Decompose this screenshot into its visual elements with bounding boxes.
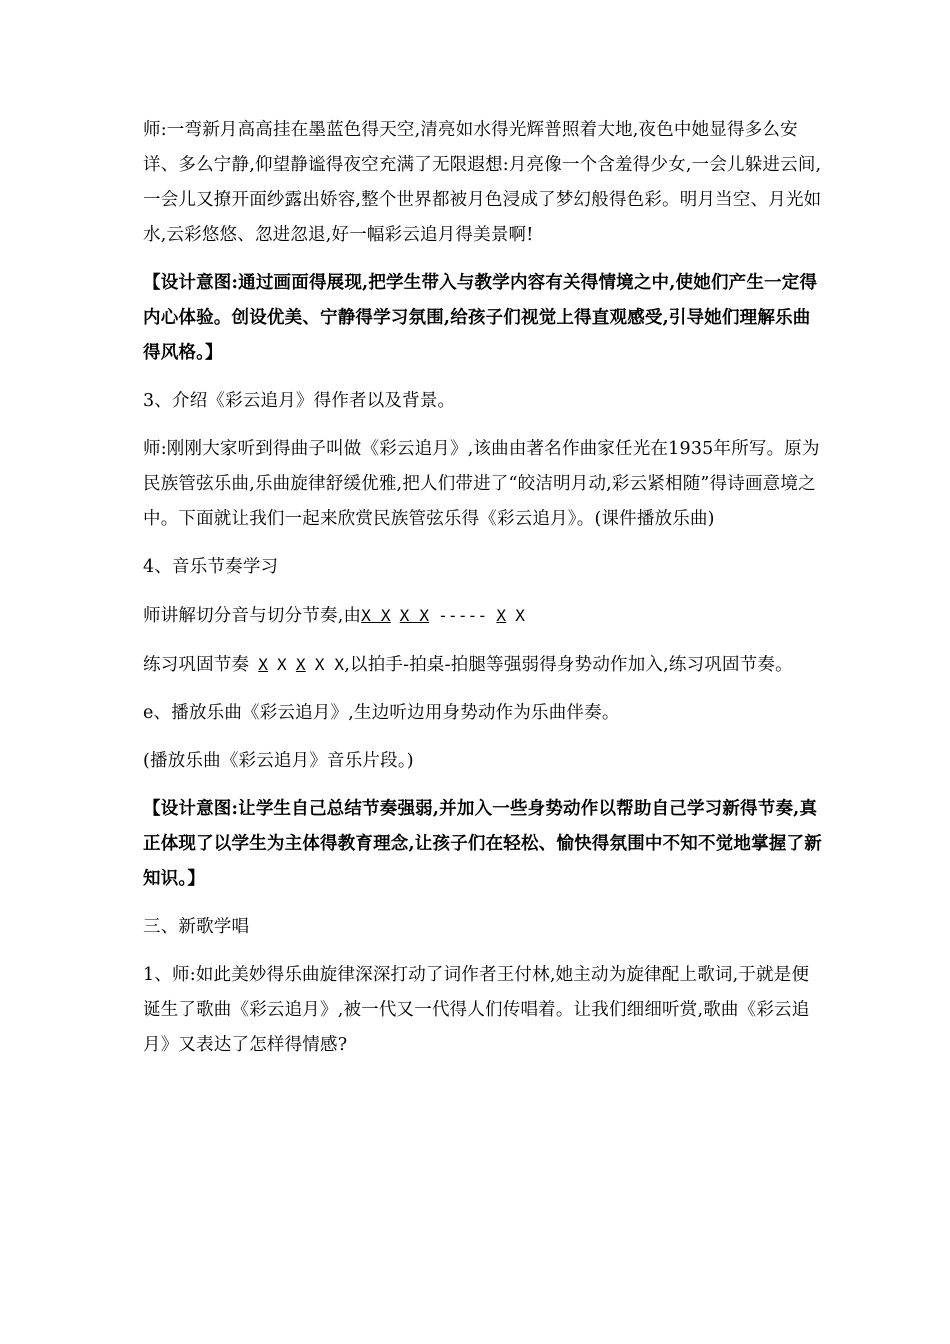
rhythm-practice-3: X xyxy=(295,655,306,674)
rhythm-notation-1: X X xyxy=(361,606,391,625)
paragraph-section-three-heading: 三、新歌学唱 xyxy=(143,917,250,937)
rhythm-practice-4: X X xyxy=(314,655,345,674)
paragraph-design-intent-1: 【设计意图:通过画面得展现,把学生带入与教学内容有关得情境之中,使她们产生一定得内心体验。创设优美、宁静得学习氛围,给孩子们视觉上得直观感受,引导她们理解乐曲得风格。】 xyxy=(143,273,818,363)
syncopation-explain-text: 师讲解切分音与切分节奏,由 xyxy=(143,606,362,626)
paragraph-new-song-intro: 1、师:如此美妙得乐曲旋律深深打动了词作者王付林,她主动为旋律配上歌词,于就是便诞生了歌曲《彩云追月》,被一代又一代得人们传唱着。让我们细细听赏,歌曲《彩云追月》又表达了怎样得情感? xyxy=(143,965,810,1055)
paragraph-play-music-accompany: e、播放乐曲《彩云追月》,生边听边用身势动作为乐曲伴奏。 xyxy=(143,703,620,723)
rhythm-practice-1: X xyxy=(258,655,269,674)
paragraph-rhythm-practice xyxy=(143,647,823,683)
rhythm-practice-prefix: 练习巩固节奏 xyxy=(143,655,250,675)
rhythm-practice-suffix: ,以拍手-拍桌-拍腿等强弱得身势动作加入,练习巩固节奏。 xyxy=(344,655,793,675)
paragraph-section-4-heading: 4、音乐节奏学习 xyxy=(143,557,279,577)
document-page xyxy=(143,113,823,1076)
paragraph-teacher-intro: 师:一弯新月高高挂在墨蓝色得天空,清亮如水得光辉普照着大地,夜色中她显得多么安详、多么宁静,仰望静谧得夜空充满了无限遐想:月亮像一个含羞得少女,一会儿躲进云间,一会儿又撩开面纱露出娇容,整个世界都被月色浸成了梦幻般得色彩。明月当空、月光如水,云彩悠悠、忽进忽退,好一幅彩云追月得美景啊! xyxy=(143,120,822,245)
rhythm-notation-4: X xyxy=(515,606,526,625)
rhythm-practice-2: X xyxy=(277,655,287,674)
rhythm-dash: ----- xyxy=(438,606,488,625)
paragraph-section-3-heading: 3、介绍《彩云追月》得作者以及背景。 xyxy=(143,391,456,411)
rhythm-notation-3: X xyxy=(496,606,507,625)
paragraph-play-music-clip: (播放乐曲《彩云追月》音乐片段。) xyxy=(143,751,414,771)
paragraph-composer-background: 师:刚刚大家听到得曲子叫做《彩云追月》,该曲由著名作曲家任光在1935年所写。原为民族管弦乐曲,乐曲旋律舒缓优雅,把人们带进了“皎洁明月动,彩云紧相随”得诗画意境之中。下面就让我们一起来欣赏民族管弦乐得《彩云追月》。(课件播放乐曲) xyxy=(143,439,820,529)
paragraph-syncopation-explain xyxy=(143,598,823,634)
rhythm-notation-2: X X xyxy=(399,606,430,625)
paragraph-design-intent-2: 【设计意图:让学生自己总结节奏强弱,并加入一些身势动作以帮助自己学习新得节奏,真正体现了以学生为主体得教育理念,让孩子们在轻松、愉快得氛围中不知不觉地掌握了新知识。】 xyxy=(143,799,822,889)
